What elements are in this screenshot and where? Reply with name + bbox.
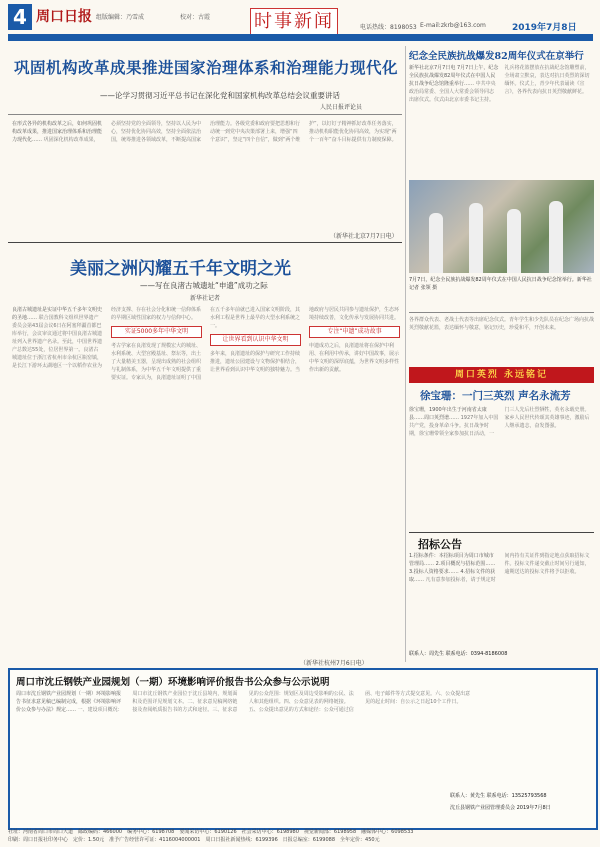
proof-meta: 校对：古霞 bbox=[180, 14, 211, 21]
right-body-text: 新华社北京7月7日电 7月7日上午，纪念全民族抗战爆发82周年仪式在中国人民抗日战争纪念馆隆重举行…… bbox=[409, 65, 499, 87]
right-title: 纪念全民族抗战爆发82周年仪式在京举行 bbox=[409, 51, 584, 62]
lead-subtitle: ——论学习贯彻习近平总书记在深化党和国家机构改革总结会议重要讲话 bbox=[100, 91, 340, 100]
notice-contact: 联系人：周先生 联系电话：0394-8186008 bbox=[409, 651, 508, 657]
bottom-contact: 联系人：黄先生 联系电话：13525793568 bbox=[450, 793, 547, 799]
civil-subhead-2: 让世界看到认识中华文明 bbox=[210, 334, 301, 346]
notice-body: 1.招标条件：本招标项目为周口市城市管理局…… 2.项目概况与招标范围…… 3.投标人资格要求…… 4.招标文件的获取…… 凡有意参加投标者，请于规定时间内持有关证件到指定地点获取招标文件。投标文件递交截止时间另行通知，逾期送达的投标文件将予以拒收。 bbox=[409, 553, 590, 583]
lead-signoff: （新华社北京7月7日电） bbox=[330, 233, 398, 240]
hero-title: 徐宝珊：一门三英烈 声名永流芳 bbox=[420, 390, 571, 402]
bottom-notice-box bbox=[8, 668, 598, 830]
lead-rule bbox=[8, 114, 402, 115]
editor-meta: 组版编辑：乃雪成 bbox=[96, 14, 145, 21]
lead-bottom-rule bbox=[8, 242, 402, 243]
bottom-body: 周口市沈丘钢铁产业园规划（一期）环境影响报告书征求意见稿已编制完成，根据《环境影响评价公众参与办法》规定…… 一、建设项目概况：周口市沈丘钢铁产业园位于沈丘县境内，规划面积及范围详见规划文本。二、征求意见稿网络链接及查阅纸质报告书的方式和途径。三、征求意见的公众范围：规划区及周边受影响的公民、法人和其他组织。四、公众意见表的网络链接。五、公众提出意见的方式和途径：公众可通过信函、电子邮件等方式提交意见。六、公众提出意见的起止时间：自公示之日起10个工作日。 bbox=[16, 691, 471, 713]
photo-figure bbox=[469, 203, 483, 273]
notice-rule bbox=[409, 532, 594, 533]
heroes-banner: 周口英烈 永远铭记 bbox=[409, 367, 594, 383]
footer bbox=[8, 828, 594, 846]
page-number: 4 bbox=[8, 4, 32, 30]
notice-body-text: 1.招标条件：本招标项目为周口市城市管理局…… 2.项目概况与招标范围…… 3.投标人资格要求…… 4.招标文件的获取…… bbox=[409, 553, 496, 583]
lead-body: 在形式各异的机构改革之后，如何巩固机构改革成果，推进国家治理体系和治理能力现代化…… 巩固深化机构改革成果，必须坚持党的全面领导，坚持以人民为中心，坚持优化协同高效，坚持全面依法治国，统筹推进各领域改革，不断提高国家治理能力。各级党委和政府要把思想和行动统一到党中央决策部署上来，增强“四个意识”，坚定“四个自信”，做到“两个维护”，以钉钉子精神抓好改革任务落实，推动机构职能优化协同高效，为实现“两个一百年”奋斗目标提供有力制度保障。 bbox=[12, 121, 397, 143]
right-extra-text: 各界群众代表、老战士代表等出席纪念仪式。青年学生和少先队员在纪念广场向抗战英烈敬献花篮，表达缅怀与敬意，铭记历史，珍爱和平，开创未来。 bbox=[409, 317, 594, 331]
civil-byline: 新华社记者 bbox=[190, 295, 221, 302]
hero-body-text: 徐宝珊，1900年出生于河南省太康县……周口英烈谱…… bbox=[409, 407, 487, 421]
footer-line-1: 社址：河南省周口市周口大道 邮政编码：466000 编务中心：6198708 要闻采访中心：6190126 社会采访中心：6198980 视觉新闻部：6198958 融媒体中心：6098533 bbox=[8, 829, 414, 835]
email: E-mail:zkrb@163.com bbox=[420, 22, 486, 29]
civil-subhead-1: 实证5000多年中华文明 bbox=[111, 326, 202, 338]
column-divider bbox=[405, 46, 406, 662]
bottom-body-text: 周口市沈丘钢铁产业园规划（一期）环境影响报告书征求意见稿已编制完成，根据《环境影响评价公众参与办法》规定…… bbox=[16, 691, 122, 713]
civil-body: 良渚古城遗址是实证中华五千多年文明史的圣地…… 联合国教科文组织世界遗产委员会第43届会议6日在阿塞拜疆首都巴库举行，会议审议通过将中国良渚古城遗址列入世界遗产名录。至此，中国世界遗产总数达55处，位居世界第一。良渚古城遗址位于浙江省杭州市余杭区瓶窑镇，是长江下游环太湖地区一个以稻作农业为经济支撑、存在社会分化和统一信仰体系的早期区域性国家的权力与信仰中心。 实证5000多年中华文明 考古学家在良渚发现了规模宏大的城址、水利系统、大型宫殿基址、祭坛等，出土了大量精美玉器，呈现出成熟的社会组织与礼制体系，为中华五千年文明提供了重要实证。专家认为，良渚遗址证明了中国在五千多年前就已进入国家文明阶段，其水利工程是世界上最早的大型水利系统之一。 让世界看到认识中华文明 多年来，良渚遗址的保护与研究工作持续推进，遗址公园建设与文物保护相结合，让世界看到认识中华文明的独特魅力。当地政府与居民共同参与遗址保护，生态环境持续改善，文化传承与发展协同共进。 专注“申遗”成功故事 申遗成功之后，良渚遗址将在保护中利用、在利用中传承，讲好中国故事，展示中华文明的深厚底蕴，为世界文明多样性作出新的贡献。 bbox=[12, 307, 400, 381]
photo-figure bbox=[429, 213, 443, 273]
bottom-title: 周口市沈丘钢铁产业园规划（一期）环境影响评价报告书公众参与公示说明 bbox=[16, 677, 330, 688]
photo-caption: 7月7日，纪念全民族抗战爆发82周年仪式在中国人民抗日战争纪念馆举行。新华社记者 张领 摄 bbox=[409, 277, 592, 291]
bottom-issuer: 沈丘县钢铁产业园管理委员会 2019年7月8日 bbox=[450, 805, 551, 811]
footer-line-2: 印刷：周口日报社印务中心 定价：1.50元 准予广告经营许可证：4116004000001 周口日报社新闻热线：6199396 日报总编室：6199088 全年定价：450元 bbox=[8, 837, 380, 843]
issue-date: 2019年7月8日 bbox=[512, 23, 577, 33]
civil-subtitle: ——写在良渚古城遗址“申遗”成功之际 bbox=[140, 281, 268, 290]
lead-byline: 人民日报评论员 bbox=[320, 104, 363, 111]
photo-rule bbox=[409, 312, 594, 313]
lead-body-text: 在形式各异的机构改革之后，如何巩固机构改革成果，推进国家治理体系和治理能力现代化…… bbox=[12, 121, 103, 143]
civil-title: 美丽之洲闪耀五千年文明之光 bbox=[70, 259, 291, 279]
civil-subhead-3: 专注“申遗”成功故事 bbox=[309, 326, 400, 338]
hero-body: 徐宝珊，1900年出生于河南省太康县……周口英烈谱…… 1927年加入中国共产党，投身革命斗争。抗日战争时期，徐宝珊带领全家参加抗日活动，一门三人先后壮烈牺牲，英名永载史册。家乡人民世代传颂其英雄事迹，激励后人继承遗志，奋发图强。 bbox=[409, 407, 590, 437]
right-body: 新华社北京7月7日电 7月7日上午，纪念全民族抗战爆发82周年仪式在中国人民抗日战争纪念馆隆重举行…… 中共中央政治局常委、全国人大常委会领导同志出席仪式。仪式由北京市委书记主持。礼兵将花篮摆放在抗战纪念馆雕塑前，全场肃立默哀，表达对抗日英烈的深切缅怀。仪式上，青少年代表诵读《宣言》，各界代表向抗日英烈敬献鲜花。 bbox=[409, 65, 590, 103]
paper-name: 周口日报 bbox=[36, 9, 92, 25]
photo-figure bbox=[549, 201, 563, 273]
civil-signoff: （新华社杭州7月6日电） bbox=[300, 660, 368, 667]
news-photo bbox=[409, 180, 594, 273]
notice-title: 招标公告 bbox=[418, 538, 462, 551]
section-title: 时事新闻 bbox=[250, 8, 338, 36]
civil-body-text: 良渚古城遗址是实证中华五千多年文明史的圣地…… bbox=[12, 307, 103, 321]
lead-title: 巩固机构改革成果推进国家治理体系和治理能力现代化 bbox=[14, 58, 399, 77]
masthead-rule bbox=[8, 34, 593, 41]
photo-figure bbox=[507, 209, 521, 273]
hotline: 电话热线：8198053 bbox=[360, 24, 417, 31]
